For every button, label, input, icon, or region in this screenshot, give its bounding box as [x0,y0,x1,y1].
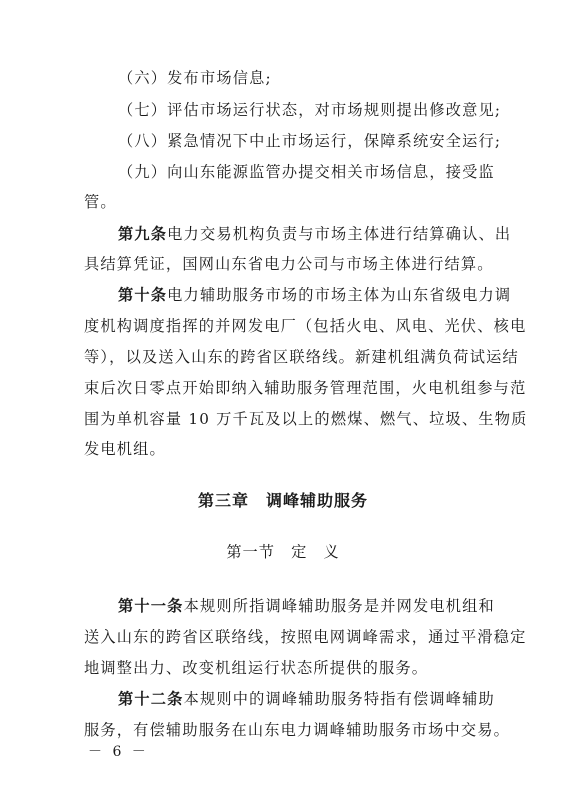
article-10-title: 第十条 [118,286,168,304]
item-text: 发布市场信息; [167,69,272,87]
article-11-line-3: 地调整出力、改变机组运行状态所提供的服务。 [84,659,429,677]
article-9-line-2: 具结算凭证，国网山东省电力公司与市场主体进行结算。 [84,255,494,273]
article-9-text: 电力交易机构负责与市场主体进行结算确认、出 [167,225,512,243]
article-10-line-1 [118,285,511,305]
chapter-title: 第三章 调峰辅助服务 [197,491,368,510]
page-number: － 6 － [88,744,149,760]
article-12-line-1 [118,689,495,709]
item-9-continuation: 管。 [84,193,117,211]
article-10-line-6: 发电机组。 [84,440,166,458]
article-11-line-2: 送入山东的跨省区联络线，按照电网调峰需求，通过平滑稳定 [84,628,527,646]
article-12-title: 第十二条 [118,690,184,708]
article-10-line-4: 束后次日零点开始即纳入辅助服务管理范围，火电机组参与范 [84,379,527,397]
item-7 [118,100,501,120]
article-11-line-1 [118,596,495,616]
article-10-line-2: 度机构调度指挥的并网发电厂（包括火电、风电、光伏、核电 [84,317,527,335]
article-12-line-2: 服务，有偿辅助服务在山东电力调峰辅助服务市场中交易。 [84,721,511,739]
article-11-title: 第十一条 [118,597,184,615]
item-number: （八） [118,132,168,150]
item-number: （九） [118,163,168,181]
article-12-text: 本规则中的调峰辅助服务特指有偿调峰辅助 [183,690,495,708]
item-number: （六） [118,69,168,87]
item-8 [118,131,501,151]
item-9 [118,162,495,182]
item-text: 评估市场运行状态，对市场规则提出修改意见; [167,101,502,119]
article-11-text: 本规则所指调峰辅助服务是并网发电机组和 [183,597,495,615]
item-number: （七） [118,101,168,119]
article-10-text: 电力辅助服务市场的市场主体为山东省级电力调 [167,286,512,304]
section-title: 第一节 定 义 [226,543,340,561]
article-10-line-3: 等），以及送入山东的跨省区联络线。新建机组满负荷试运结 [84,348,519,366]
item-6 [118,68,272,88]
item-text: 向山东能源监管办提交相关市场信息，接受监 [167,163,495,181]
article-10-line-5: 围为单机容量 10 万千瓦及以上的燃煤、燃气、垃圾、生物质 [84,410,528,428]
article-9-line-1 [118,224,511,244]
item-text: 紧急情况下中止市场运行，保障系统安全运行; [167,132,502,150]
article-9-title: 第九条 [118,225,168,243]
